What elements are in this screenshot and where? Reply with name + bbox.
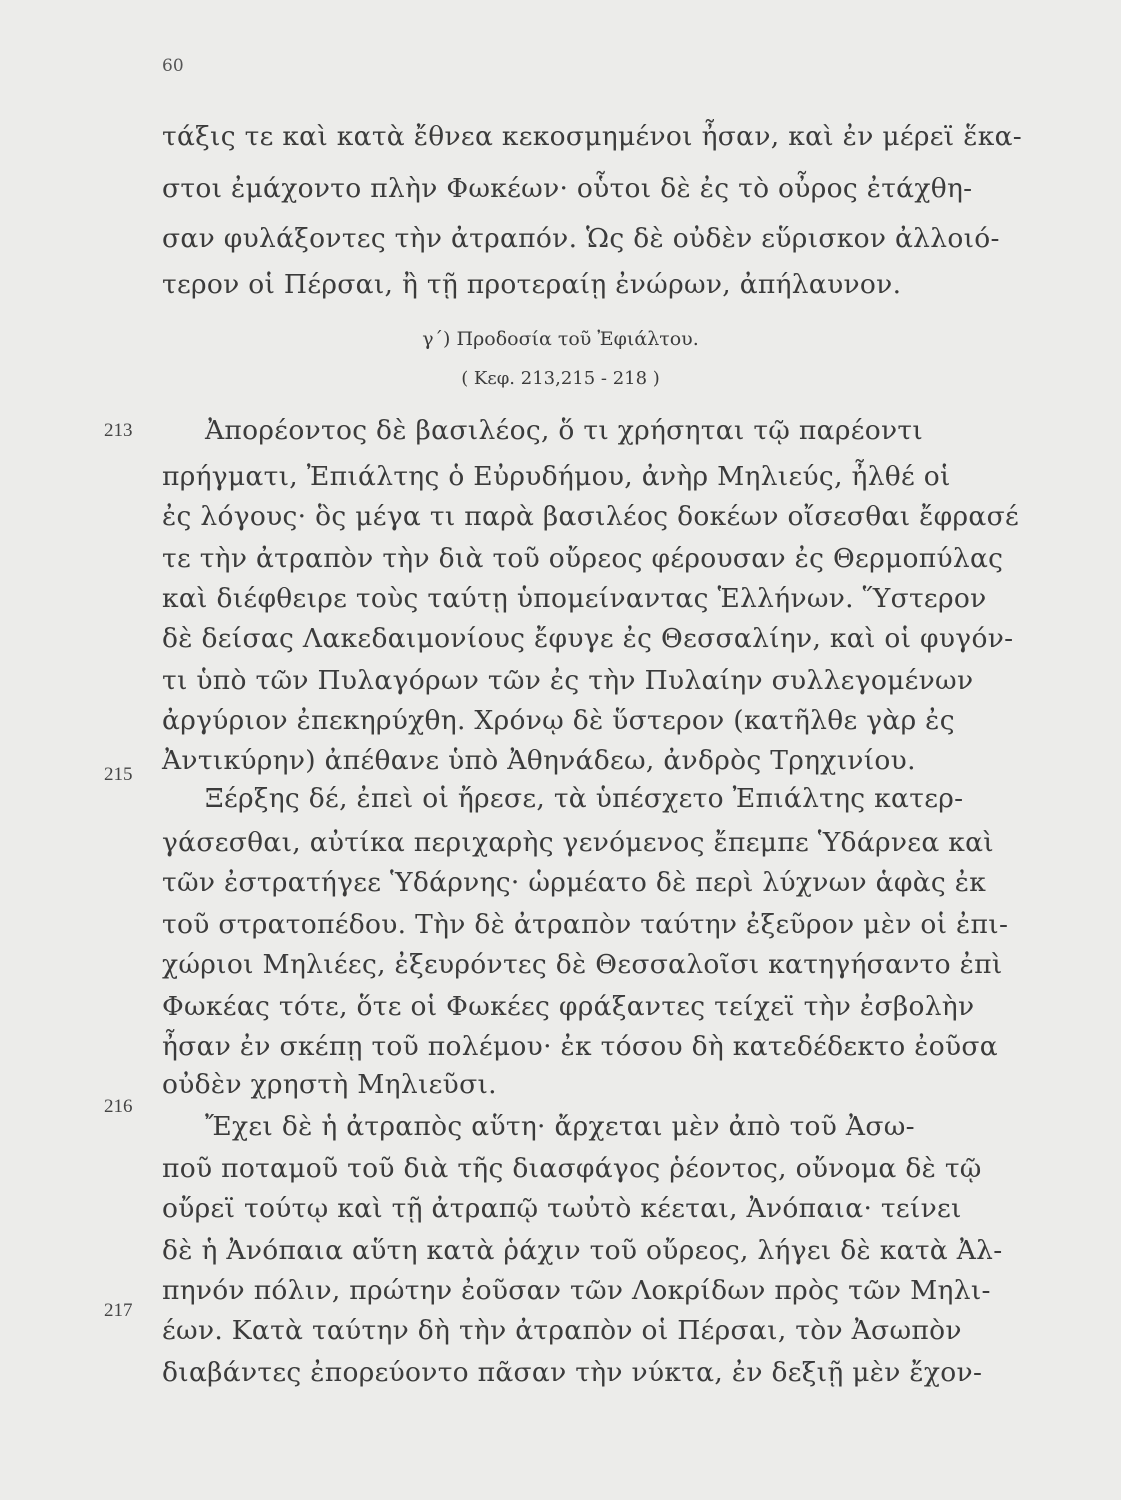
text-line: πρήγματι, Ἐπιάλτης ὁ Εὐρυδήμου, ἀνὴρ Μηλιεύς, ἦλθέ οἱ bbox=[162, 461, 951, 492]
text-line: ποῦ ποταμοῦ τοῦ διὰ τῆς διασφάγος ῥέοντος, οὔνομα δὲ τῷ bbox=[162, 1153, 982, 1184]
section-title: γ΄) Προδοσία τοῦ Ἐφιάλτου. bbox=[422, 328, 699, 350]
text-line: οὐδὲν χρηστὴ Μηλιεῦσι. bbox=[162, 1069, 497, 1100]
text-line: τοῦ στρατοπέδου. Τὴν δὲ ἀτραπὸν ταύτην ἐξεῦρον μὲν οἱ ἐπι- bbox=[162, 909, 1009, 940]
margin-number: 215 bbox=[104, 764, 133, 785]
text-line: καὶ διέφθειρε τοὺς ταύτῃ ὑπομείναντας Ἑλλήνων. Ὕστερον bbox=[162, 583, 987, 614]
text-line: οὔρεϊ τούτῳ καὶ τῇ ἀτραπῷ τωὐτὸ κέεται, Ἀνόπαια· τείνει bbox=[162, 1193, 962, 1224]
text-line: Ἔχει δὲ ἡ ἀτραπὸς αὕτη· ἄρχεται μὲν ἀπὸ τοῦ Ἀσω- bbox=[205, 1111, 915, 1142]
text-line: Ἀντικύρην) ἀπέθανε ὑπὸ Ἀθηνάδεω, ἀνδρὸς Τρηχινίου. bbox=[162, 745, 916, 776]
text-line: Ἀπορέοντος δὲ βασιλέος, ὅ τι χρήσηται τῷ παρέοντι bbox=[205, 415, 924, 446]
text-line: γάσεσθαι, αὐτίκα περιχαρὴς γενόμενος ἔπεμπε Ὑδάρνεα καὶ bbox=[162, 827, 994, 858]
text-line: τερον οἱ Πέρσαι, ἢ τῇ προτεραίῃ ἐνώρων, ἀπήλαυνον. bbox=[162, 269, 902, 300]
text-line: ἀργύριον ἐπεκηρύχθη. Χρόνῳ δὲ ὕστερον (κατῆλθε γὰρ ἐς bbox=[162, 705, 955, 736]
margin-number: 217 bbox=[104, 1300, 133, 1321]
margin-number: 213 bbox=[104, 420, 133, 441]
text-line: χώριοι Μηλιέες, ἐξευρόντες δὲ Θεσσαλοῖσι κατηγήσαντο ἐπὶ bbox=[162, 949, 1003, 980]
page-number: 60 bbox=[162, 56, 184, 76]
text-line: τε τὴν ἀτραπὸν τὴν διὰ τοῦ οὔρεος φέρουσαν ἐς Θερμοπύλας bbox=[162, 543, 1004, 574]
text-line: σαν φυλάξοντες τὴν ἀτραπόν. Ὡς δὲ οὐδὲν εὕρισκον ἀλλοιό- bbox=[162, 223, 1000, 254]
text-line: τάξις τε καὶ κατὰ ἔθνεα κεκοσμημένοι ἦσαν, καὶ ἐν μέρεϊ ἕκα- bbox=[162, 121, 1023, 152]
text-line: διαβάντες ἐπορεύοντο πᾶσαν τὴν νύκτα, ἐν δεξιῇ μὲν ἔχον- bbox=[162, 1357, 983, 1388]
text-line: στοι ἐμάχοντο πλὴν Φωκέων· οὗτοι δὲ ἐς τὸ οὖρος ἐτάχθη- bbox=[162, 173, 973, 204]
text-line: έων. Κατὰ ταύτην δὴ τὴν ἀτραπὸν οἱ Πέρσαι, τὸν Ἀσωπὸν bbox=[162, 1315, 962, 1346]
text-line: δὲ ἡ Ἀνόπαια αὕτη κατὰ ῥάχιν τοῦ οὔρεος, λήγει δὲ κατὰ Ἀλ- bbox=[162, 1235, 1003, 1266]
text-line: πηνόν πόλιν, πρώτην ἐοῦσαν τῶν Λοκρίδων πρὸς τῶν Μηλι- bbox=[162, 1275, 991, 1306]
text-line: τῶν ἐστρατήγεε Ὑδάρνης· ὡρμέατο δὲ περὶ λύχνων ἁφὰς ἐκ bbox=[162, 867, 987, 898]
text-line: δὲ δείσας Λακεδαιμονίους ἔφυγε ἐς Θεσσαλίην, καὶ οἱ φυγόν- bbox=[162, 623, 1014, 654]
text-line: Ξέρξης δέ, ἐπεὶ οἱ ἤρεσε, τὰ ὑπέσχετο Ἐπιάλτης κατερ- bbox=[205, 783, 964, 814]
text-line: ἦσαν ἐν σκέπῃ τοῦ πολέμου· ἐκ τόσου δὴ κατεδέδεκτο ἐοῦσα bbox=[162, 1031, 998, 1062]
text-line: τι ὑπὸ τῶν Πυλαγόρων τῶν ἐς τὴν Πυλαίην συλλεγομένων bbox=[162, 665, 974, 696]
text-line: Φωκέας τότε, ὅτε οἱ Φωκέες φράξαντες τείχεϊ τὴν ἐσβολὴν bbox=[162, 991, 975, 1022]
margin-number: 216 bbox=[104, 1096, 133, 1117]
section-reference: ( Κεφ. 213,215 - 218 ) bbox=[461, 368, 660, 389]
text-line: ἐς λόγους· ὃς μέγα τι παρὰ βασιλέος δοκέων οἴσεσθαι ἔφρασέ bbox=[162, 501, 1020, 532]
